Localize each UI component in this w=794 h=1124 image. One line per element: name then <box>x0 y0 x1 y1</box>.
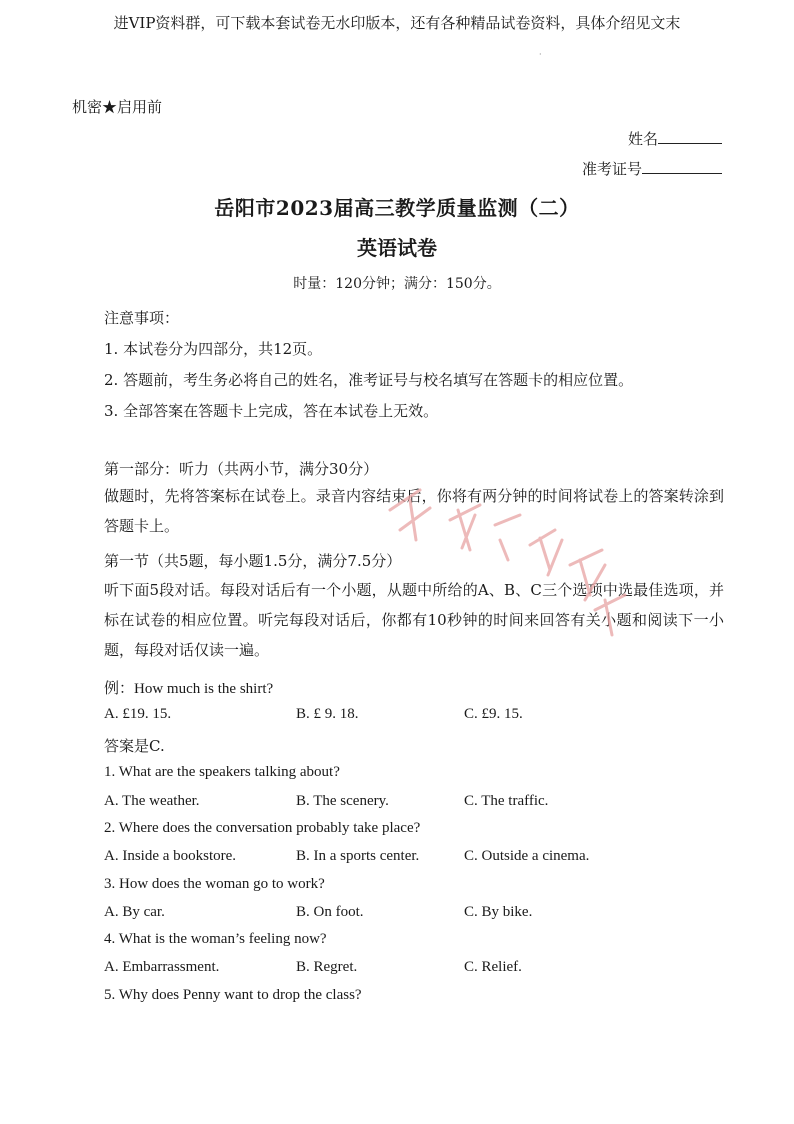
name-blank <box>658 129 722 144</box>
part1-heading: 第一部分：听力（共两小节，满分30分） <box>104 460 379 478</box>
example-option-b: B. £ 9. 18. <box>296 706 359 722</box>
q1-option-b: B. The scenery. <box>296 793 389 809</box>
question-4: 4. What is the woman’s feeling now? <box>104 931 327 947</box>
name-label: 姓名 <box>627 130 658 148</box>
exam-number-label: 准考证号 <box>581 160 642 178</box>
vip-banner: 进VIP资料群，可下载本套试卷无水印版本，还有各种精品试卷资料，具体介绍见文末 <box>113 14 681 32</box>
q3-option-c: C. By bike. <box>464 904 533 920</box>
q2-option-c: C. Outside a cinema. <box>464 848 590 864</box>
name-field <box>628 128 722 149</box>
question-1: 1. What are the speakers talking about? <box>104 764 340 780</box>
section1-instruction <box>104 575 724 665</box>
question-5: 5. Why does Penny want to drop the class? <box>104 987 362 1003</box>
example-option-a: A. £19. 15. <box>104 706 172 722</box>
q4-option-c: C. Relief. <box>464 959 522 975</box>
q2-option-b: B. In a sports center. <box>296 848 420 864</box>
section1-instruction-text: 听下面5段对话。每段对话后有一个小题，从题中所给的A、B、C三个选项中选最佳选项，并标在试卷的相应位置。听完每段对话后，你都有10秒钟的时间来回答有关小题和阅读下一小题，每段对话仅读一遍。 <box>104 581 724 659</box>
q4-option-a: A. Embarrassment. <box>104 959 220 975</box>
question-3: 3. How does the woman go to work? <box>104 876 325 892</box>
exam-subtitle: 英语试卷 <box>357 236 437 260</box>
dot-mark: · <box>539 50 542 59</box>
section1-heading: 第一节（共5题，每小题1.5分，满分7.5分） <box>104 552 402 570</box>
note-item: 1. 本试卷分为四部分，共12页。 <box>104 340 323 358</box>
question-2: 2. Where does the conversation probably take place? <box>104 820 421 836</box>
example-question: 例：How much is the shirt? <box>104 681 274 697</box>
q4-option-b: B. Regret. <box>296 959 358 975</box>
secret-label: 机密★启用前 <box>72 98 163 116</box>
exam-number-blank <box>642 159 722 174</box>
notes-heading: 注意事项： <box>104 309 180 327</box>
q3-option-b: B. On foot. <box>296 904 364 920</box>
example-option-c: C. £9. 15. <box>464 706 523 722</box>
exam-title: 岳阳市2023届高三教学质量监测（二） <box>214 196 580 220</box>
q1-option-a: A. The weather. <box>104 793 200 809</box>
q3-option-a: A. By car. <box>104 904 165 920</box>
time-info: 时量：120分钟；满分：150分。 <box>293 276 501 292</box>
q1-option-c: C. The traffic. <box>464 793 549 809</box>
note-item: 2. 答题前，考生务必将自己的姓名，准考证号与校名填写在答题卡的相应位置。 <box>104 371 634 389</box>
exam-number-field <box>582 158 722 179</box>
part1-instruction <box>104 481 724 541</box>
part1-instruction-text: 做题时，先将答案标在试卷上。录音内容结束后，你将有两分钟的时间将试卷上的答案转涂到答题卡上。 <box>104 487 724 535</box>
example-answer: 答案是C. <box>104 737 165 755</box>
q2-option-a: A. Inside a bookstore. <box>104 848 237 864</box>
note-item: 3. 全部答案在答题卡上完成，答在本试卷上无效。 <box>104 402 439 420</box>
